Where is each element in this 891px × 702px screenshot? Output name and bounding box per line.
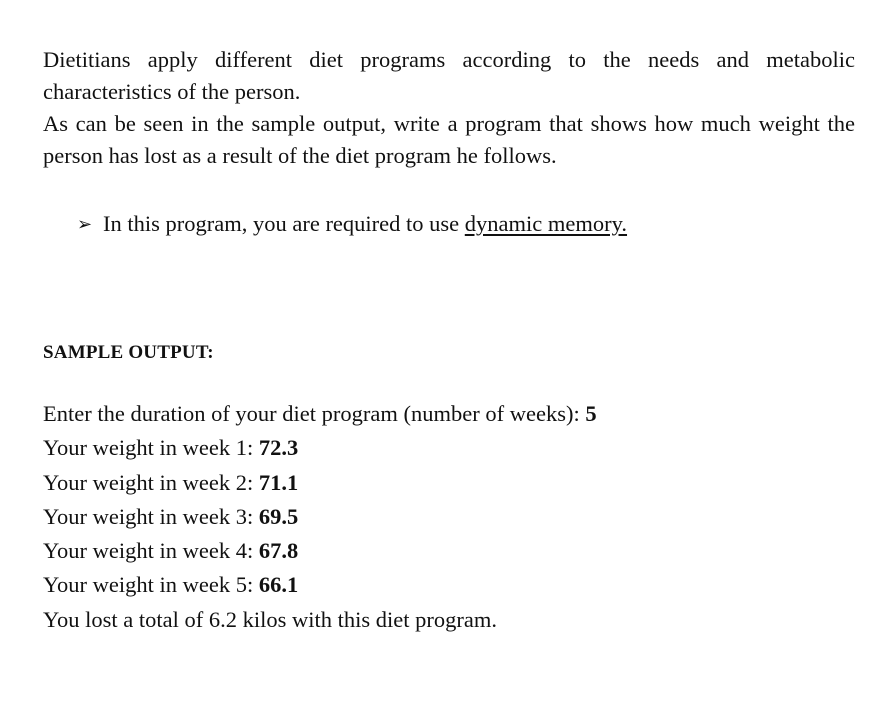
duration-value: 5 (585, 401, 597, 426)
week-value: 66.1 (258, 572, 299, 598)
week-value: 72.3 (258, 435, 299, 461)
intro-paragraph-1: Dietitians apply different diet programs according to the needs and metabolic characteristics of the person. (43, 47, 855, 104)
duration-prompt: Enter the duration of your diet program (number of weeks): (43, 401, 586, 426)
week-prompt: Your weight in week 5: (43, 572, 259, 598)
week-line (43, 466, 597, 500)
requirement-text (103, 208, 627, 240)
problem-statement (43, 44, 855, 241)
week-prompt: Your weight in week 3: (43, 503, 259, 529)
week-line (43, 500, 597, 534)
requirement-bullet (77, 208, 855, 241)
intro-paragraph-2: As can be seen in the sample output, write a program that shows how much weight the person has lost as a result of the diet program he follows. (43, 111, 855, 168)
week-line (43, 431, 597, 465)
sample-output-block (43, 397, 597, 637)
week-line (43, 568, 597, 602)
requirement-prefix: In this program, you are required to use (103, 211, 465, 236)
arrowhead-bullet-icon: ➢ (77, 214, 93, 234)
week-value: 71.1 (258, 469, 299, 495)
sample-output-heading: SAMPLE OUTPUT: (43, 342, 214, 363)
week-line (43, 534, 597, 568)
week-value: 69.5 (258, 503, 299, 529)
week-value: 67.8 (258, 538, 299, 564)
week-prompt: Your weight in week 1: (43, 435, 259, 461)
requirement-underlined: dynamic memory. (464, 211, 628, 236)
duration-line (43, 397, 597, 431)
week-prompt: Your weight in week 4: (43, 538, 259, 564)
week-prompt: Your weight in week 2: (43, 469, 259, 495)
result-line: You lost a total of 6.2 kilos with this diet program. (43, 606, 497, 632)
